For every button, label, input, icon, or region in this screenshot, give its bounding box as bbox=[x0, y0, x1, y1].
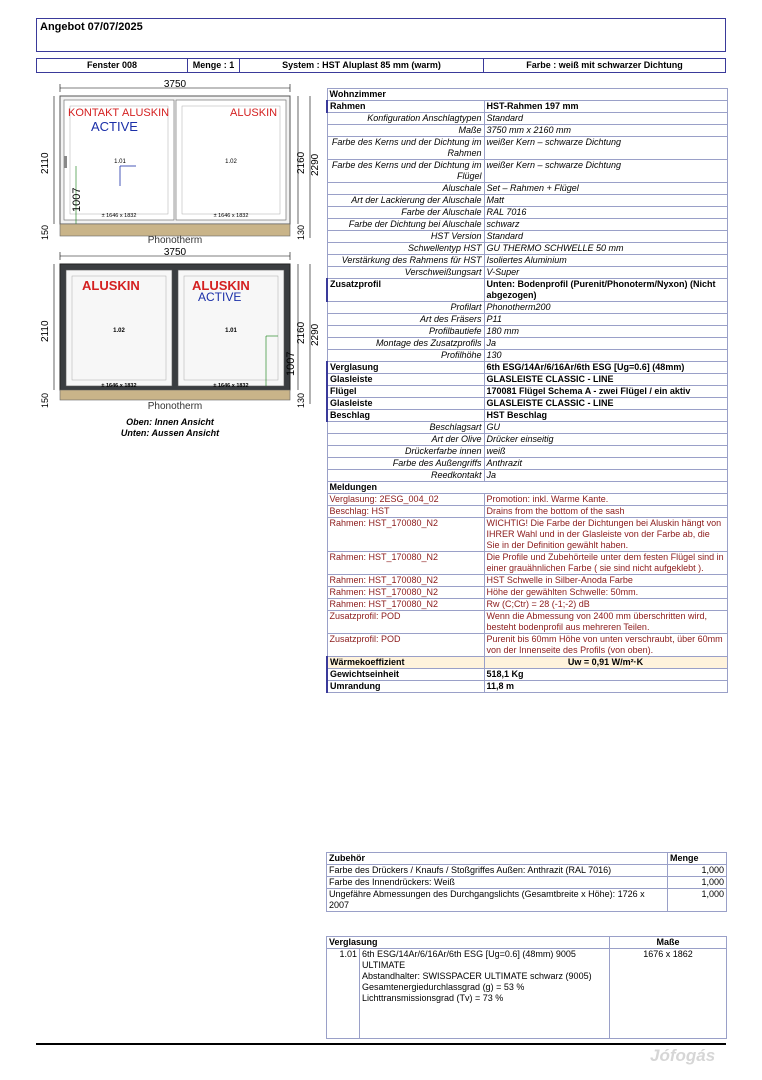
spec-label: Flügel bbox=[327, 386, 484, 398]
caption-inside: Oben: Innen Ansicht bbox=[126, 417, 214, 427]
window-drawing-outside bbox=[36, 248, 326, 412]
width-dimension: 3750 bbox=[163, 248, 187, 258]
message-source: Rahmen: HST_170080_N2 bbox=[327, 552, 484, 575]
spec-value: GU bbox=[484, 422, 727, 434]
label-aluskin-2: ALUSKIN bbox=[192, 278, 250, 293]
spec-row bbox=[327, 374, 727, 386]
spec-value: schwarz bbox=[484, 219, 727, 231]
spec-label: Farbe des Kerns und der Dichtung im Flügel bbox=[327, 160, 484, 183]
sash-dimension-2: ± 1646 x 1832 bbox=[213, 383, 249, 389]
spec-label: HST Version bbox=[327, 231, 484, 243]
spec-value: Anthrazit bbox=[484, 458, 727, 470]
window-drawing-inside bbox=[36, 78, 326, 246]
accessory-row bbox=[327, 877, 727, 889]
width-dimension: 3750 bbox=[163, 79, 187, 90]
message-text: Promotion: inkl. Warme Kante. bbox=[484, 494, 727, 506]
spec-label: Verglasung bbox=[327, 362, 484, 374]
accessory-row bbox=[327, 889, 727, 912]
spec-value: Matt bbox=[484, 195, 727, 207]
accessories-qty-header: Menge bbox=[668, 853, 727, 865]
spec-row bbox=[327, 243, 727, 255]
info-bar bbox=[36, 58, 726, 73]
spec-value: GLASLEISTE CLASSIC - LINE bbox=[484, 398, 727, 410]
spec-row bbox=[327, 195, 727, 207]
color: Farbe : weiß mit schwarzer Dichtung bbox=[526, 60, 683, 70]
spec-row bbox=[327, 279, 727, 302]
spec-value: Phonotherm200 bbox=[484, 302, 727, 314]
message-text: Wenn die Abmessung von 2400 mm überschritten wird, besteht bodenprofil aus mehreren Teilen. bbox=[484, 611, 727, 634]
room-title: Wohnzimmer bbox=[327, 89, 727, 101]
sash-dimension-2: ± 1646 x 1832 bbox=[213, 213, 249, 219]
message-source: Verglasung: 2ESG_004_02 bbox=[327, 494, 484, 506]
spec-label: Beschlagsart bbox=[327, 422, 484, 434]
sash-dimension-1: ± 1646 x 1832 bbox=[101, 383, 137, 389]
message-source: Rahmen: HST_170080_N2 bbox=[327, 575, 484, 587]
spec-row bbox=[327, 207, 727, 219]
summary-row bbox=[327, 681, 727, 693]
summary-value: Uw = 0,91 W/m²·K bbox=[484, 657, 727, 669]
messages-header-row bbox=[327, 482, 727, 494]
spec-label: Montage des Zusatzprofils bbox=[327, 338, 484, 350]
spec-row bbox=[327, 410, 727, 422]
message-source: Rahmen: HST_170080_N2 bbox=[327, 599, 484, 611]
bottom-right-dim: 130 bbox=[296, 224, 306, 240]
spec-row bbox=[327, 183, 727, 195]
inner-height: 1007 bbox=[71, 187, 83, 212]
quantity: Menge : 1 bbox=[188, 59, 240, 72]
spec-label: Profilhöhe bbox=[327, 350, 484, 362]
spec-label: Profilart bbox=[327, 302, 484, 314]
system: System : HST Aluplast 85 mm (warm) bbox=[240, 59, 484, 72]
spec-label: Art der Olive bbox=[327, 434, 484, 446]
summary-row bbox=[327, 669, 727, 681]
label-aluskin-2: ALUSKIN bbox=[230, 107, 278, 119]
spec-row bbox=[327, 338, 727, 350]
message-source: Rahmen: HST_170080_N2 bbox=[327, 518, 484, 552]
profile-label: Phonotherm bbox=[147, 401, 203, 412]
message-row bbox=[327, 494, 727, 506]
right-height-1: 2160 bbox=[296, 151, 307, 174]
bottom-left-dim: 150 bbox=[40, 392, 50, 408]
message-text: WICHTIG! Die Farbe der Dichtungen bei Aluskin hängt von IHRER Wahl und in der Glasleiste von der Farbe ab, die Sie in der Definition gewählt haben. bbox=[484, 518, 727, 552]
glazing-line: Gesamtenergiedurchlassgrad (g) = 53 % bbox=[362, 982, 525, 992]
spec-row bbox=[327, 255, 727, 267]
right-height-1: 2160 bbox=[296, 321, 307, 344]
message-text: Rw (C;Ctr) = 28 (-1;-2) dB bbox=[484, 599, 727, 611]
message-text: Höhe der gewählten Schwelle: 50mm. bbox=[484, 587, 727, 599]
sash-number-2: 1.01 bbox=[225, 328, 237, 334]
spec-value: HST-Rahmen 197 mm bbox=[484, 101, 727, 113]
left-height: 2110 bbox=[40, 152, 51, 174]
message-row bbox=[327, 587, 727, 599]
spec-label: Aluschale bbox=[327, 183, 484, 195]
message-row bbox=[327, 518, 727, 552]
offer-title-box bbox=[36, 18, 726, 52]
label-aluskin-1: ALUSKIN bbox=[122, 107, 170, 119]
label-active: ACTIVE bbox=[198, 290, 242, 304]
accessory-qty: 1,000 bbox=[668, 865, 727, 877]
spec-label: Farbe der Dichtung bei Aluschale bbox=[327, 219, 484, 231]
spec-row bbox=[327, 219, 727, 231]
spec-row bbox=[327, 231, 727, 243]
bottom-right-dim: 130 bbox=[296, 392, 306, 408]
spec-row bbox=[327, 422, 727, 434]
spec-row bbox=[327, 362, 727, 374]
label-active: ACTIVE bbox=[91, 119, 138, 134]
caption-outside: Unten: Aussen Ansicht bbox=[120, 428, 220, 438]
profile-label: Phonotherm bbox=[147, 235, 203, 246]
message-row bbox=[327, 552, 727, 575]
spec-value: weißer Kern – schwarze Dichtung bbox=[484, 160, 727, 183]
summary-label: Gewichtseinheit bbox=[327, 669, 484, 681]
glazing-size-header: Maße bbox=[610, 937, 727, 949]
glazing-line: 6th ESG/14Ar/6/16Ar/6th ESG [Ug=0.6] (48mm) 9005 ULTIMATE bbox=[362, 949, 576, 970]
spec-row bbox=[327, 458, 727, 470]
summary-value: 11,8 m bbox=[484, 681, 727, 693]
accessory-text: Farbe des Drückers / Knaufs / Stoßgriffes Außen: Anthrazit (RAL 7016) bbox=[327, 865, 668, 877]
spec-row bbox=[327, 160, 727, 183]
spec-table bbox=[326, 88, 728, 693]
spec-label: Konfiguration Anschlagtypen bbox=[327, 113, 484, 125]
message-source: Zusatzprofil: POD bbox=[327, 611, 484, 634]
offer-title: Angebot 07/07/2025 bbox=[40, 21, 143, 33]
spec-row bbox=[327, 350, 727, 362]
spec-value: Ja bbox=[484, 338, 727, 350]
spec-row bbox=[327, 267, 727, 279]
spec-value: Set – Rahmen + Flügel bbox=[484, 183, 727, 195]
message-row bbox=[327, 575, 727, 587]
summary-value: 518,1 Kg bbox=[484, 669, 727, 681]
message-source: Rahmen: HST_170080_N2 bbox=[327, 587, 484, 599]
spec-value: Standard bbox=[484, 113, 727, 125]
spec-value: weiß bbox=[484, 446, 727, 458]
spec-value: GLASLEISTE CLASSIC - LINE bbox=[484, 374, 727, 386]
window-id: Fenster 008 bbox=[37, 59, 188, 72]
accessories-table bbox=[326, 852, 727, 912]
spec-value: P11 bbox=[484, 314, 727, 326]
spec-label: Rahmen bbox=[327, 101, 484, 113]
spec-value: HST Beschlag bbox=[484, 410, 727, 422]
spec-row bbox=[327, 446, 727, 458]
summary-label: Umrandung bbox=[327, 681, 484, 693]
glazing-table bbox=[326, 936, 727, 1039]
spec-value: 170081 Flügel Schema A - zwei Flügel / ein aktiv bbox=[484, 386, 727, 398]
bottom-left-dim: 150 bbox=[40, 224, 50, 240]
drawing-caption bbox=[60, 417, 280, 439]
spec-value: 180 mm bbox=[484, 326, 727, 338]
accessory-row bbox=[327, 865, 727, 877]
summary-label: Wärmekoeffizient bbox=[327, 657, 484, 669]
message-row bbox=[327, 506, 727, 518]
message-text: Drains from the bottom of the sash bbox=[484, 506, 727, 518]
spec-label: Farbe des Außengriffs bbox=[327, 458, 484, 470]
accessory-qty: 1,000 bbox=[668, 877, 727, 889]
spec-label: Drückerfarbe innen bbox=[327, 446, 484, 458]
spec-label: Verstärkung des Rahmens für HST bbox=[327, 255, 484, 267]
spec-row bbox=[327, 470, 727, 482]
message-text: Purenit bis 60mm Höhe von unten verschraubt, über 60mm von der Innenseite des Profils (von oben). bbox=[484, 634, 727, 657]
sash-dimension-1: ± 1646 x 1832 bbox=[101, 213, 137, 219]
spec-row bbox=[327, 302, 727, 314]
spec-row bbox=[327, 314, 727, 326]
spec-value: Standard bbox=[484, 231, 727, 243]
sash-number-1: 1.02 bbox=[113, 328, 125, 334]
spec-label: Verschweißungsart bbox=[327, 267, 484, 279]
message-row bbox=[327, 634, 727, 657]
label-aluskin-1: ALUSKIN bbox=[82, 278, 140, 293]
spec-value: Isoliertes Aluminium bbox=[484, 255, 727, 267]
spec-value: weißer Kern – schwarze Dichtung bbox=[484, 137, 727, 160]
glazing-pane-number: 1.01 bbox=[327, 949, 360, 1039]
spec-label: Profilbautiefe bbox=[327, 326, 484, 338]
message-text: Die Profile und Zubehörteile unter dem festen Flügel sind in einer grauähnlichen Farbe ( sie sind nicht aufgeklebt ). bbox=[484, 552, 727, 575]
spec-row bbox=[327, 113, 727, 125]
accessory-qty: 1,000 bbox=[668, 889, 727, 912]
spec-row bbox=[327, 101, 727, 113]
sash-number-1: 1.01 bbox=[114, 159, 126, 165]
spec-row bbox=[327, 137, 727, 160]
accessory-text: Ungefähre Abmessungen des Durchgangslichts (Gesamtbreite x Höhe): 1726 x 2007 bbox=[327, 889, 668, 912]
right-height-2: 2290 bbox=[310, 323, 321, 346]
sash-number-2: 1.02 bbox=[225, 159, 237, 165]
glazing-title: Verglasung bbox=[327, 937, 610, 949]
message-text: HST Schwelle in Silber-Anoda Farbe bbox=[484, 575, 727, 587]
spec-value: Drücker einseitig bbox=[484, 434, 727, 446]
glazing-description bbox=[360, 949, 610, 1039]
message-row bbox=[327, 611, 727, 634]
glazing-line: Abstandhalter: SWISSPACER ULTIMATE schwarz (9005) bbox=[362, 971, 592, 981]
spec-row bbox=[327, 434, 727, 446]
glazing-line: Lichttransmissionsgrad (Tv) = 73 % bbox=[362, 993, 504, 1003]
message-source: Zusatzprofil: POD bbox=[327, 634, 484, 657]
spec-label: Art der Lackierung der Aluschale bbox=[327, 195, 484, 207]
glazing-size: 1676 x 1862 bbox=[610, 949, 727, 1039]
accessories-title: Zubehör bbox=[327, 853, 668, 865]
spec-label: Schwellentyp HST bbox=[327, 243, 484, 255]
message-row bbox=[327, 599, 727, 611]
spec-value: V-Super bbox=[484, 267, 727, 279]
watermark: Jófogás bbox=[650, 1046, 716, 1065]
spec-row bbox=[327, 326, 727, 338]
spec-label: Art des Fräsers bbox=[327, 314, 484, 326]
spec-label: Glasleiste bbox=[327, 398, 484, 410]
message-source: Beschlag: HST bbox=[327, 506, 484, 518]
summary-row bbox=[327, 657, 727, 669]
spec-label: Beschlag bbox=[327, 410, 484, 422]
spec-row bbox=[327, 386, 727, 398]
spec-value: Ja bbox=[484, 470, 727, 482]
spec-label: Glasleiste bbox=[327, 374, 484, 386]
right-height-2: 2290 bbox=[310, 153, 321, 176]
label-kontakt: KONTAKT bbox=[68, 107, 120, 119]
spec-value: 130 bbox=[484, 350, 727, 362]
spec-value: 3750 mm x 2160 mm bbox=[484, 125, 727, 137]
spec-label: Reedkontakt bbox=[327, 470, 484, 482]
spec-value: Unten: Bodenprofil (Purenit/Phonoterm/Nyxon) (Nicht abgezogen) bbox=[484, 279, 727, 302]
accessory-text: Farbe des Innendrückers: Weiß bbox=[327, 877, 668, 889]
footer-divider bbox=[36, 1043, 726, 1045]
spec-value: 6th ESG/14Ar/6/16Ar/6th ESG [Ug=0.6] (48mm) bbox=[484, 362, 727, 374]
inner-height: 1007 bbox=[285, 351, 297, 376]
spec-row bbox=[327, 398, 727, 410]
spec-label: Zusatzprofil bbox=[327, 279, 484, 302]
spec-row bbox=[327, 125, 727, 137]
spec-value: RAL 7016 bbox=[484, 207, 727, 219]
messages-title: Meldungen bbox=[327, 482, 727, 494]
left-height: 2110 bbox=[40, 320, 51, 342]
spec-value: GU THERMO SCHWELLE 50 mm bbox=[484, 243, 727, 255]
spec-label: Maße bbox=[327, 125, 484, 137]
spec-label: Farbe der Aluschale bbox=[327, 207, 484, 219]
spec-label: Farbe des Kerns und der Dichtung im Rahmen bbox=[327, 137, 484, 160]
